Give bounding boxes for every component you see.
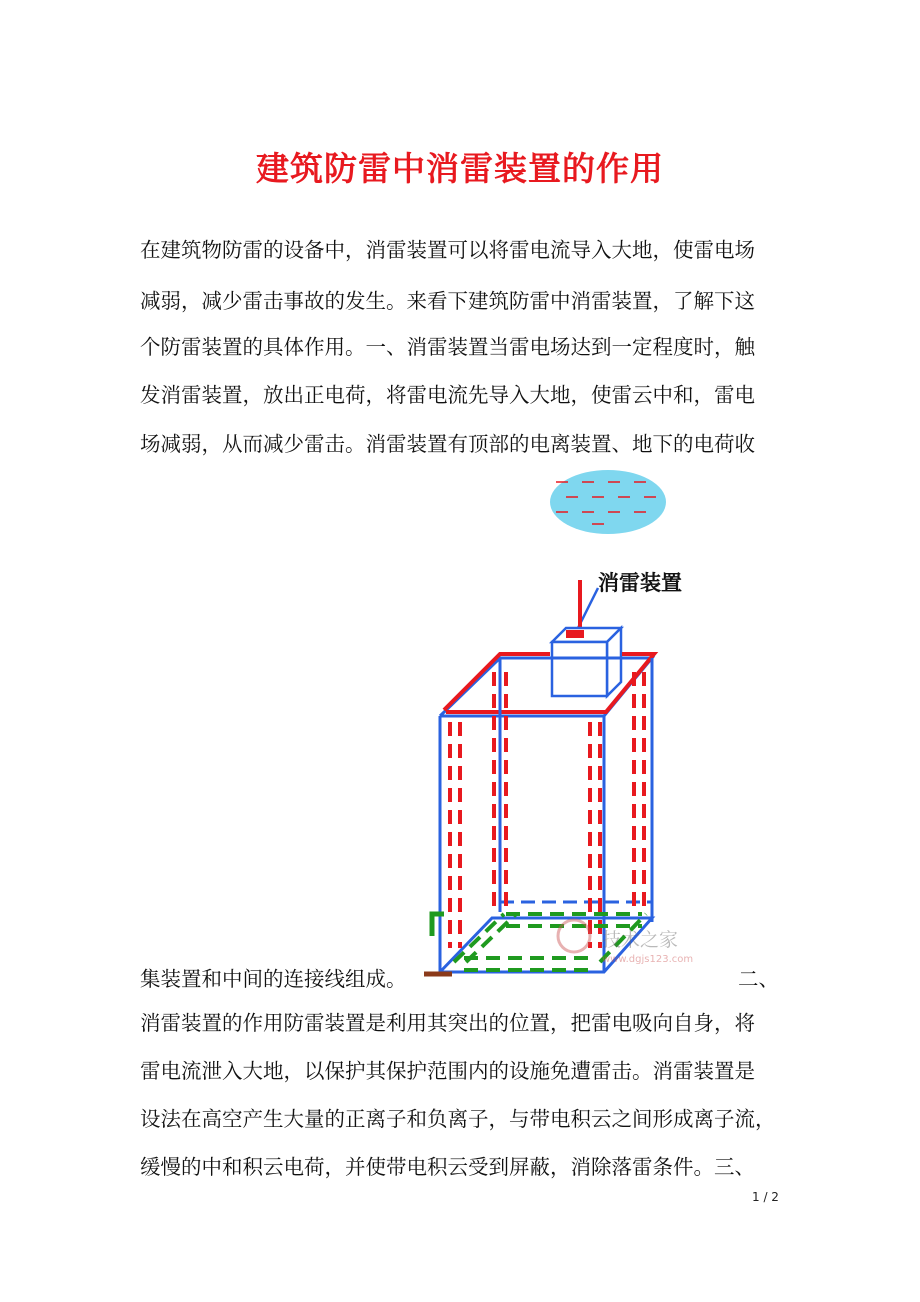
ground-connector-green <box>432 914 444 936</box>
eliminator-device-box <box>552 628 621 696</box>
paragraph-line: 消雷装置的作用防雷装置是利用其突出的位置，把雷电吸向自身，将 <box>140 1011 755 1035</box>
lightning-eliminator-diagram <box>416 462 736 982</box>
paragraph-line: 个防雷装置的具体作用。一、消雷装置当雷电场达到一定程度时，触 <box>140 335 755 359</box>
paragraph-line: 发消雷装置，放出正电荷，将雷电流先导入大地，使雷云中和，雷电 <box>140 383 755 407</box>
paragraph-line: 在建筑物防雷的设备中，消雷装置可以将雷电流导入大地，使雷电场 <box>140 238 755 262</box>
paragraph-line: 减弱，减少雷击事故的发生。来看下建筑防雷中消雷装置，了解下这 <box>140 289 755 313</box>
paragraph-line: 雷电流泄入大地，以保护其保护范围内的设施免遭雷击。消雷装置是 <box>140 1059 755 1083</box>
document-title: 建筑防雷中消雷装置的作用 <box>256 149 664 188</box>
paragraph-line: 集装置和中间的连接线组成。 <box>140 967 407 991</box>
watermark-text: 技术之家 <box>602 929 679 951</box>
page-number: 1 / 2 <box>752 1190 779 1204</box>
figure-label: 消雷装置 <box>598 571 682 595</box>
paragraph-line: 场减弱，从而减少雷击。消雷装置有顶部的电离装置、地下的电荷收 <box>140 432 755 456</box>
paragraph-line: 缓慢的中和积云电荷，并使带电积云受到屏蔽，消除落雷条件。三、 <box>140 1155 755 1179</box>
thundercloud <box>550 470 666 534</box>
watermark-url: www.dgjs123.com <box>602 954 694 965</box>
paragraph-line: 设法在高空产生大量的正离子和负离子，与带电积云之间形成离子流， <box>140 1107 776 1131</box>
paragraph-line: 二、 <box>738 967 779 991</box>
